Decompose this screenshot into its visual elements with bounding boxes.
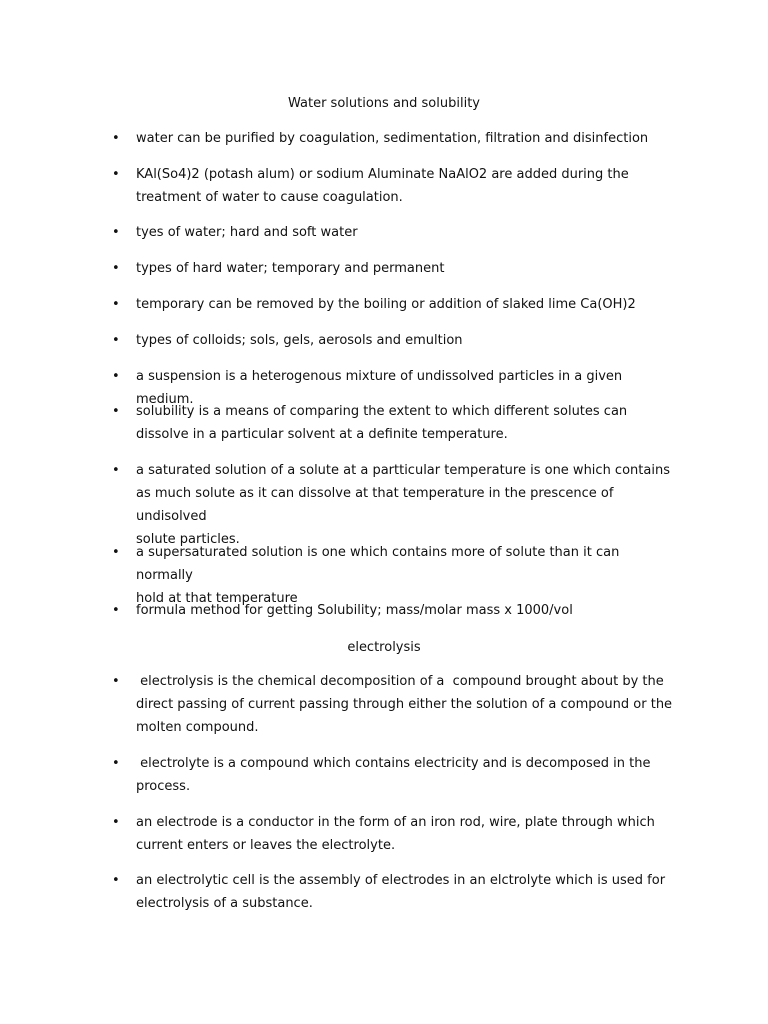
page-title: Water solutions and solubility <box>288 96 480 111</box>
bullet-icon: • <box>112 603 120 618</box>
list-item-text: electrolysis is the chemical decomposition of a compound brought about by the direct passing of current passing through either the solution of a compound or the molten compound. <box>136 674 673 735</box>
bullet-icon: • <box>112 333 120 348</box>
bullet-icon: • <box>112 463 120 478</box>
bullet-icon: • <box>112 131 120 146</box>
bullet-icon: • <box>112 225 120 240</box>
list-item-text: formula method for getting Solubility; mass/molar mass x 1000/vol <box>136 603 573 618</box>
list-item-text: a suspension is a heterogenous mixture of undissolved particles in a given medium. <box>136 369 627 407</box>
section-title: electrolysis <box>347 640 421 655</box>
bullet-icon: • <box>112 674 120 689</box>
list-item-text: a supersaturated solution is one which contains more of solute than it can normally hold at that temperature <box>136 545 620 606</box>
bullet-icon: • <box>112 545 120 560</box>
list-item-text: electrolyte is a compound which contains electricity and is decomposed in the process. <box>136 756 651 794</box>
bullet-icon: • <box>112 369 120 384</box>
list-item-text: tyes of water; hard and soft water <box>136 225 358 240</box>
bullet-icon: • <box>112 756 120 771</box>
list-item-text: an electrolytic cell is the assembly of electrodes in an elctrolyte which is used for electrolysis of a substance. <box>136 873 666 911</box>
list-item-text: an electrode is a conductor in the form of an iron rod, wire, plate through which current enters or leaves the electrolyte. <box>136 815 655 853</box>
list-item-text: types of colloids; sols, gels, aerosols and emultion <box>136 333 463 348</box>
bullet-icon: • <box>112 815 120 830</box>
list-item-text: a saturated solution of a solute at a partticular temperature is one which contains as much solute as it can dissolve at that temperature in the prescence of undisolved solute particles. <box>136 463 670 547</box>
bullet-icon: • <box>112 404 120 419</box>
bullet-icon: • <box>112 167 120 182</box>
list-item-text: types of hard water; temporary and permanent <box>136 261 445 276</box>
list-item-text: water can be purified by coagulation, sedimentation, filtration and disinfection <box>136 131 649 146</box>
list-item-text: solubility is a means of comparing the extent to which different solutes can dissolve in a particular solvent at a definite temperature. <box>136 404 628 442</box>
bullet-icon: • <box>112 873 120 888</box>
list-item-text: temporary can be removed by the boiling or addition of slaked lime Ca(OH)2 <box>136 297 636 312</box>
list-item-text: KAl(So4)2 (potash alum) or sodium Aluminate NaAlO2 are added during the treatment of water to cause coagulation. <box>136 167 629 205</box>
bullet-icon: • <box>112 297 120 312</box>
bullet-icon: • <box>112 261 120 276</box>
